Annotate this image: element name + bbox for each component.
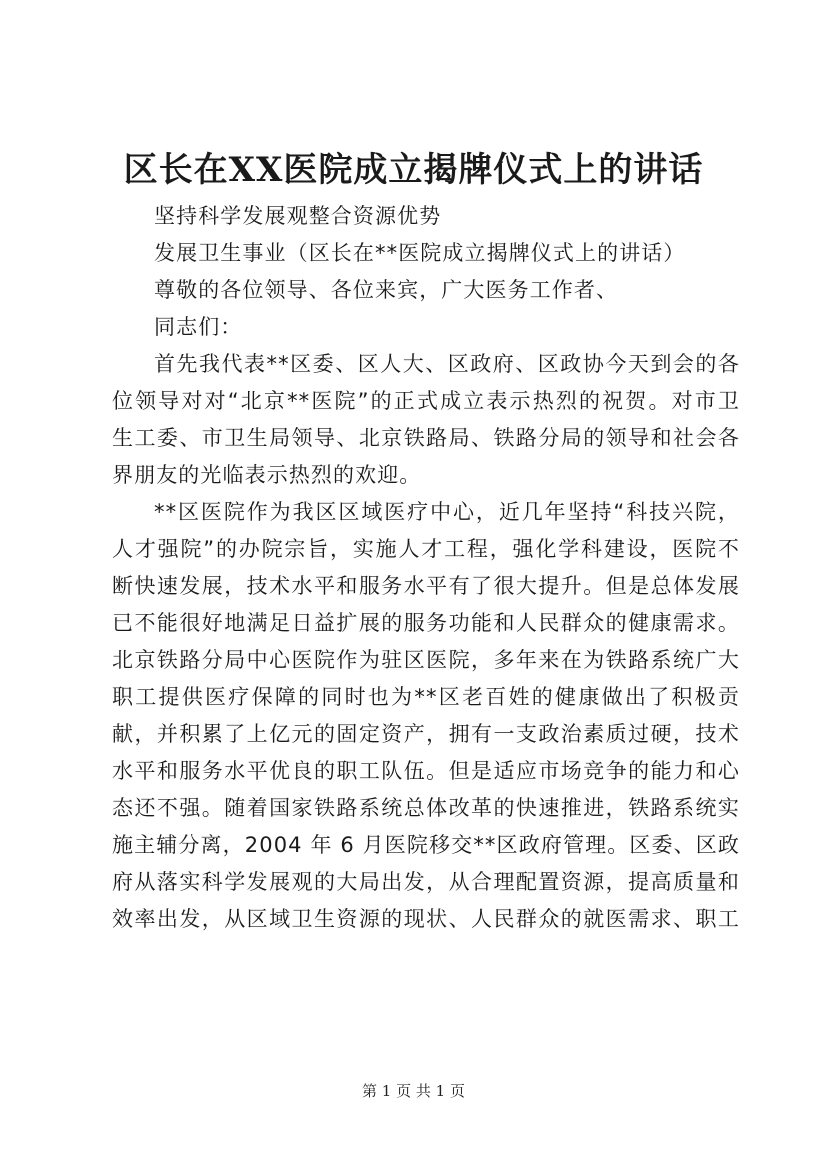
document-body — [112, 198, 740, 938]
text-line: 生工委、市卫生局领导、北京铁路局、铁路分局的领导和社会各 — [112, 426, 740, 450]
text-line: 界朋友的光临表示热烈的欢迎。 — [112, 463, 422, 487]
text-line: 施主辅分离，2004 年 6 月医院移交**区政府管理。区委、区政 — [112, 833, 740, 857]
text-line: 献，并积累了上亿元的固定资产，拥有一支政治素质过硬，技术 — [112, 722, 740, 746]
text-line: 位领导对对“北京**医院”的正式成立表示热烈的祝贺。对市卫 — [112, 389, 740, 413]
text-line: 坚持科学发展观整合资源优势 — [154, 204, 442, 228]
text-line: 府从落实科学发展观的大局出发，从合理配置资源，提高质量和 — [112, 870, 740, 894]
text-line: 已不能很好地满足日益扩展的服务功能和人民群众的健康需求。 — [112, 611, 740, 635]
text-line: **区医院作为我区区域医疗中心，近几年坚持“科技兴院， — [154, 500, 740, 524]
text-line: 职工提供医疗保障的同时也为**区老百姓的健康做出了积极贡 — [112, 685, 740, 709]
text-line: 水平和服务水平优良的职工队伍。但是适应市场竞争的能力和心 — [112, 759, 740, 783]
text-line: 首先我代表**区委、区人大、区政府、区政协今天到会的各 — [154, 352, 740, 376]
text-line: 态还不强。随着国家铁路系统总体改革的快速推进，铁路系统实 — [112, 796, 740, 820]
text-line: 人才强院”的办院宗旨，实施人才工程，强化学科建设，医院不 — [112, 537, 740, 561]
text-line: 断快速发展，技术水平和服务水平有了很大提升。但是总体发展 — [112, 574, 740, 598]
text-line: 同志们： — [154, 315, 243, 339]
document-title: 区长在XX医院成立揭牌仪式上的讲话 — [123, 150, 704, 190]
text-line: 效率出发，从区域卫生资源的现状、人民群众的就医需求、职工 — [112, 907, 740, 931]
text-line: 发展卫生事业（区长在**医院成立揭牌仪式上的讲话） — [154, 241, 686, 265]
text-line: 尊敬的各位领导、各位来宾，广大医务工作者、 — [154, 278, 619, 302]
text-line: 北京铁路分局中心医院作为驻区医院，多年来在为铁路系统广大 — [112, 648, 740, 672]
page-footer: 第 1 页 共 1 页 — [362, 1082, 465, 1100]
